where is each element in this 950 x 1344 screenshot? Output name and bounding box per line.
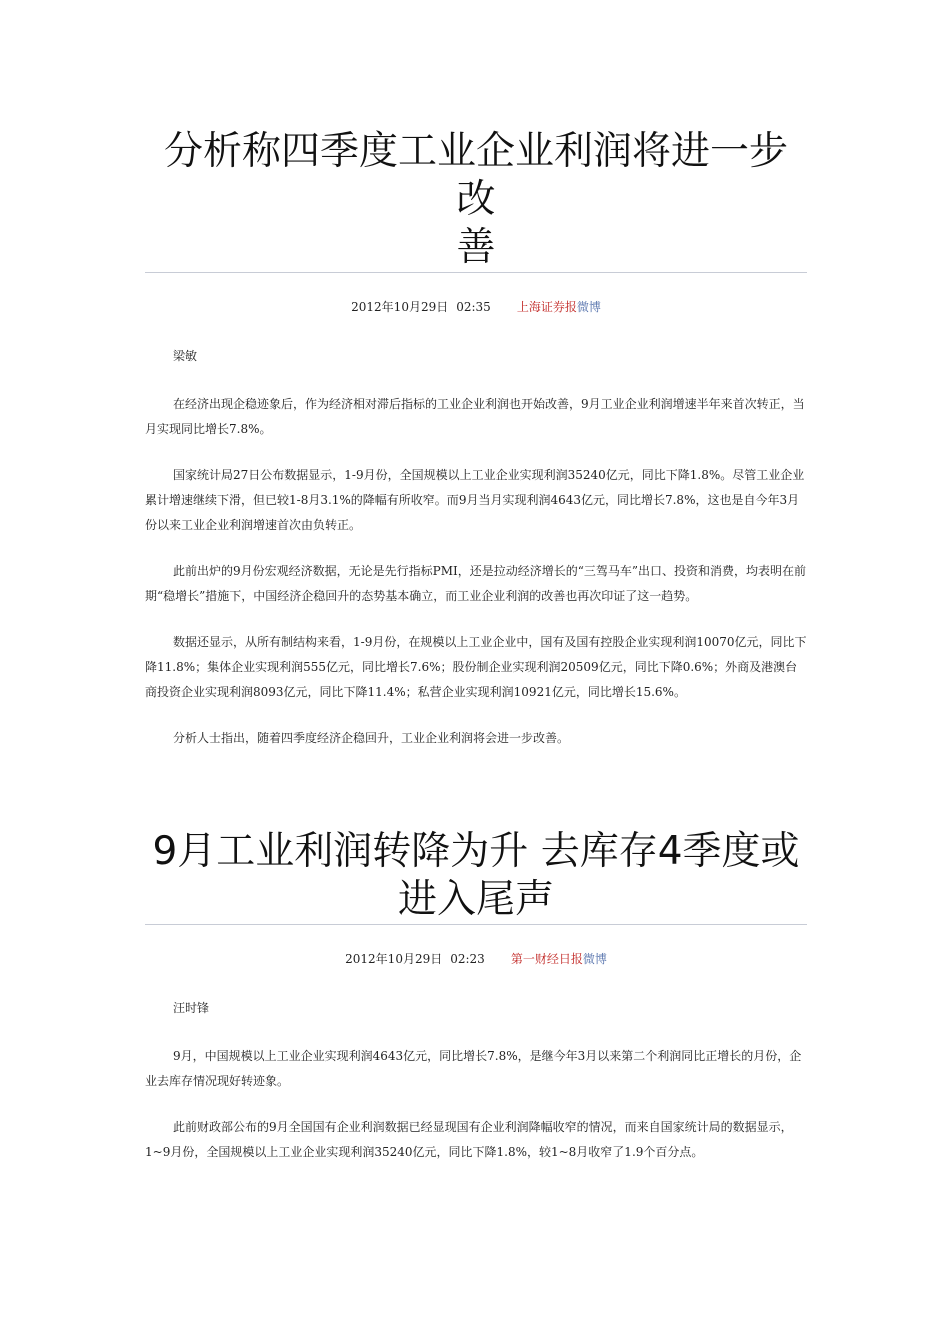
- paragraph: 在经济出现企稳迹象后，作为经济相对滞后指标的工业企业利润也开始改善，9月工业企业利润增速半年来首次转正，当月实现同比增长7.8%。: [145, 397, 805, 436]
- title-divider: [145, 272, 807, 273]
- article-title: [145, 828, 807, 924]
- paragraph: 9月，中国规模以上工业企业实现利润4643亿元，同比增长7.8%，是继今年3月以来第二个利润同比正增长的月份，企业去库存情况现好转迹象。: [145, 1049, 802, 1088]
- weibo-link[interactable]: 微博: [576, 300, 601, 314]
- paragraph: 国家统计局27日公布数据显示，1-9月份，全国规模以上工业企业实现利润35240亿元，同比下降1.8%。尽管工业企业累计增速继续下滑，但已较1-8月3.1%的降幅有所收窄。而9月当月实现利润4643亿元，同比增长7.8%，这也是自今年3月份以来工业企业利润增速首次由负转正。: [145, 468, 805, 532]
- article-meta: [145, 297, 807, 317]
- weibo-link[interactable]: 微博: [582, 952, 607, 966]
- article-author: 汪时锋: [173, 1001, 210, 1015]
- title-line-2: 进入尾声: [397, 877, 554, 922]
- title-line-1: 分析称四季度工业企业利润将进一步改: [163, 129, 788, 222]
- article-meta: [145, 949, 807, 969]
- paragraph: 此前财政部公布的9月全国国有企业利润数据已经显现国有企业利润降幅收窄的情况，而来自国家统计局的数据显示，1~9月份，全国规模以上工业企业实现利润35240亿元，同比下降1.8%，较1~8月收窄了1.9个百分点。: [145, 1120, 793, 1159]
- article-date: 2012年10月29日: [345, 952, 443, 966]
- source-link[interactable]: 上海证券报: [516, 300, 577, 314]
- title-line-1: 9月工业利润转降为升 去库存4季度或: [152, 829, 800, 874]
- paragraph: 此前出炉的9月份宏观经济数据，无论是先行指标PMI，还是拉动经济增长的“三驾马车”出口、投资和消费，均表明在前期“稳增长”措施下，中国经济企稳回升的态势基本确立，而工业企业利润的改善也再次印证了这一趋势。: [145, 564, 807, 603]
- title-line-2: 善: [456, 225, 496, 270]
- paragraph: 分析人士指出，随着四季度经济企稳回升，工业企业利润将会进一步改善。: [173, 731, 570, 745]
- source-link[interactable]: 第一财经日报: [510, 952, 583, 966]
- article-2: [145, 828, 807, 1165]
- title-divider: [145, 924, 807, 925]
- article-time: 02:23: [450, 952, 485, 966]
- article-author: 梁敏: [173, 349, 198, 363]
- article-title: [145, 128, 807, 272]
- paragraph: 数据还显示，从所有制结构来看，1-9月份，在规模以上工业企业中，国有及国有控股企业实现利润10070亿元，同比下降11.8%；集体企业实现利润555亿元，同比增长7.6%；股份制企业实现利润20509亿元，同比下降0.6%；外商及港澳台商投资企业实现利润8093亿元，同比下降11.4%；私营企业实现利润10921亿元，同比增长15.6%。: [145, 635, 807, 699]
- article-date: 2012年10月29日: [351, 300, 449, 314]
- article-1: [145, 128, 807, 751]
- article-time: 02:35: [456, 300, 491, 314]
